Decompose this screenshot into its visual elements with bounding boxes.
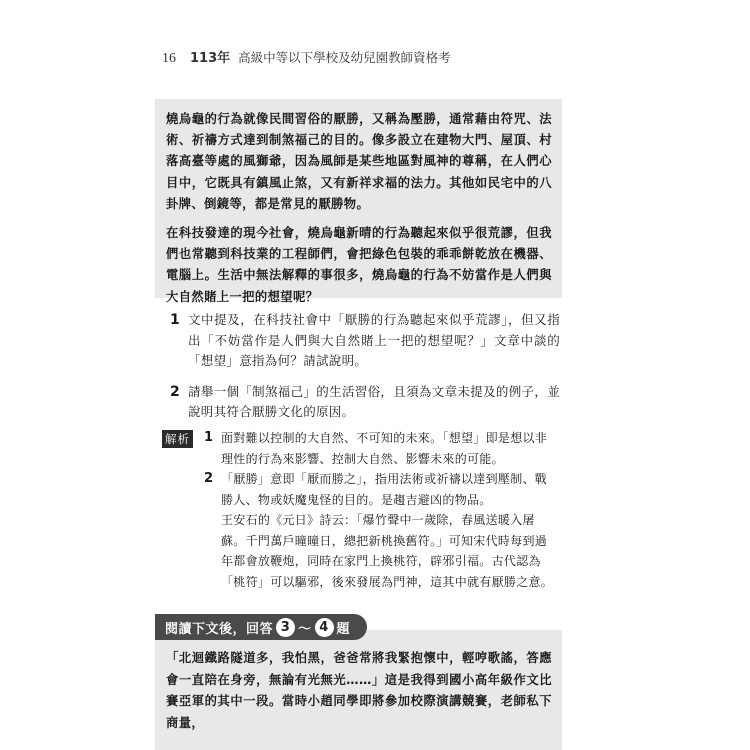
reading-passage-2 [155,630,562,750]
section-tilde: ～ [298,621,312,637]
question-number: 1 [170,312,180,328]
question-item [170,382,560,423]
question-list [170,310,560,433]
answer-number: 1 [204,430,214,445]
answer-badge: 解析 [162,430,193,448]
answer-text: 「厭勝」意即「厭而勝之」，指用法術或祈禱以達到壓制、戰勝人、物或妖魔鬼怪的目的。是趨吉避凶的物品。 [221,472,548,507]
section-heading [155,614,367,640]
question-range-start: 3 [276,618,295,637]
question-number: 2 [170,383,180,400]
section-suffix: 題 [336,621,351,637]
question-range-end: 4 [315,618,334,637]
answer-number: 2 [204,471,214,486]
reading-passage [155,99,562,304]
passage-paragraph: 在科技發達的現今社會，燒烏龜新晴的行為聽起來似乎很荒謬，但我們也常聽到科技業的工程師們，會把綠色包裝的乖乖餅乾放在機器、電腦上。生活中無法解釋的事很多，燒烏龜的行為不妨當作是人們與大自然賭上一把的想望呢？ [166,226,552,304]
question-text: 文中提及，在科技社會中「厭勝的行為聽起來似乎荒謬」，但又指出「不妨當作是人們與大自然賭上一把的想望呢？」文章中談的「想望」意指為何？請試說明。 [188,312,560,368]
exam-title: 高級中等以下學校及幼兒園教師資格考 [238,50,451,65]
answer-text: 王安石的《元日》詩云：「爆竹聲中一歲除，春風送暖入屠蘇。千門萬戶曈曈日，總把新桃換舊符。」可知宋代時每到過年都會放鞭炮，同時在家門上換桃符，辟邪引福。古代認為「桃符」可以驅邪，後來發展為門神，這其中就有厭勝之意。 [221,513,554,589]
question-item [170,310,560,372]
answer-item [204,469,559,592]
question-text: 請舉一個「制煞福己」的生活習俗，且須為文章未提及的例子，並說明其符合厭勝文化的原因。 [188,383,560,419]
page-header [162,47,451,67]
passage-paragraph: 燒烏龜的行為就像民間習俗的厭勝，又稱為壓勝，通常藉由符咒、法術、祈禱方式達到制煞福己的目的。像多設立在建物大門、屋頂、村落高臺等處的風獅爺，因為風師是某些地區對風神的尊稱，在人們心目中，它既具有鎮風止煞，又有新祥求福的法力。其他如民宅中的八卦牌、倒鏡等，都是常見的厭勝物。 [166,112,552,211]
answer-text: 面對難以控制的大自然、不可知的未來。「想望」即是想以非理性的行為來影響、控制大自然、影響未來的可能。 [221,431,548,466]
page-number: 16 [162,51,176,66]
passage2-text: 「北迴鐵路隧道多，我怕黑，爸爸常將我緊抱懷中，輕哼歌謠，答應會一直陪在身旁，無論有光無光……」這是我得到國小高年級作文比賽亞軍的其中一段。當時小趙同學即將參加校際演講競賽，老師私下商量， [166,651,552,730]
section-prefix: 閱讀下文後，回答 [165,621,274,637]
exam-year: 113年 [190,51,231,66]
answer-item [204,428,559,469]
